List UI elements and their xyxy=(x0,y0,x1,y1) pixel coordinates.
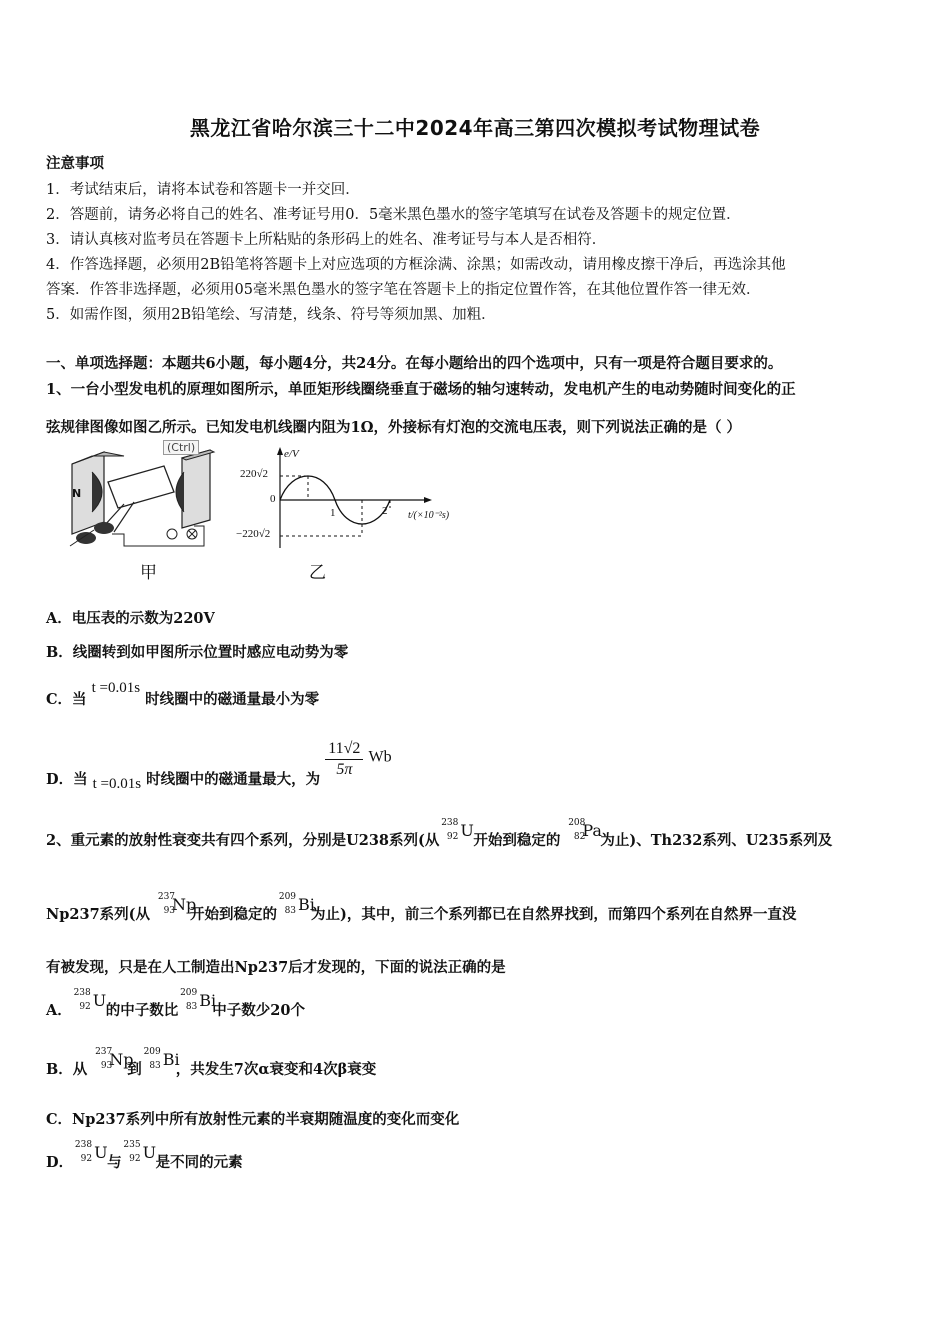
generator-diagram xyxy=(64,442,244,554)
q1-stem-line2: 弦规律图像如图乙所示。已知发电机线圈内阻为1Ω，外接标有灯泡的交流电压表，则下列说法正确的是（ ） xyxy=(46,419,742,436)
nuclide-u238: 238 92 U xyxy=(74,1140,108,1164)
note-item: 答案．作答非选择题，必须用05毫米黑色墨水的签字笔在答题卡上的指定位置作答，在其他位置作答一律无效． xyxy=(46,282,761,298)
magnet-n-label: N xyxy=(72,487,82,500)
q1-option-d-prefix: D．当 xyxy=(46,770,88,788)
option-text: 与 xyxy=(107,1154,122,1171)
nuclide-bi209: 209 83 Bi xyxy=(180,988,217,1012)
q2-option-d xyxy=(46,1140,243,1170)
figure-yi-label: 乙 xyxy=(309,563,326,583)
note-item: 1．考试结束后，请将本试卷和答题卡一并交回． xyxy=(46,182,360,198)
graph-xlabel: t/(×10⁻²s) xyxy=(408,510,450,521)
graph-xtick-2: 2 xyxy=(382,505,388,517)
graph-yzero: 0 xyxy=(270,493,276,505)
fraction-denominator: 5π xyxy=(336,761,353,778)
graph-ylabel: e/V xyxy=(284,448,299,460)
q2-option-c: C．Np237系列中所有放射性元素的半衰期随温度的变化而变化 xyxy=(46,1111,460,1128)
nuclide-u238: 238 92 U xyxy=(73,988,107,1012)
q2-stem-text: 为止)，其中，前三个系列都已在自然界找到，而第四个系列在自然界一直没 xyxy=(311,906,797,923)
q1-option-d-text: 时线圈中的磁通量最大，为 xyxy=(146,770,321,788)
nuclide-pa208: 208 82 Pa xyxy=(568,818,602,842)
q1-stem-line1: 1、一台小型发电机的原理如图所示，单匝矩形线圈绕垂直于磁场的轴匀速转动，发电机产生的电动势随时间变化的正 xyxy=(46,381,796,398)
paste-ctrl-tag: (Ctrl) xyxy=(163,440,199,455)
figure-jia-label: 甲 xyxy=(140,563,157,583)
q1-option-a: A．电压表的示数为220V xyxy=(46,610,215,627)
page-title: 黑龙江省哈尔滨三十二中2024年高三第四次模拟考试物理试卷 xyxy=(189,116,761,140)
q2-option-a xyxy=(46,988,305,1018)
option-text: 中子数少20个 xyxy=(212,1002,305,1019)
option-label: D． xyxy=(46,1154,74,1171)
graph-ytop: 220√2 xyxy=(240,468,269,480)
q2-stem-line1 xyxy=(46,818,832,848)
q1-option-d-unit: Wb xyxy=(368,748,392,766)
option-text: 的中子数比 xyxy=(105,1002,179,1019)
graph-ybottom: −220√2 xyxy=(236,528,271,540)
note-item: 5．如需作图，须用2B铅笔绘、写清楚，线条、符号等须加黑、加粗． xyxy=(46,307,496,323)
q1-option-c xyxy=(46,680,320,709)
q1-option-c-math: t =0.01s xyxy=(91,680,141,696)
option-text: 到 xyxy=(127,1061,142,1078)
graph-xtick-1: 1 xyxy=(330,507,336,519)
q1-option-d xyxy=(46,738,392,792)
q1-option-d-fraction xyxy=(325,740,363,779)
option-label: B．从 xyxy=(46,1061,88,1078)
option-text: 是不同的元素 xyxy=(155,1154,243,1171)
nuclide-u235: 235 92 U xyxy=(123,1140,157,1164)
q2-stem-line3: 有被发现，只是在人工制造出Np237后才发现的，下面的说法正确的是 xyxy=(46,959,506,976)
q1-option-c-prefix: C．当 xyxy=(46,691,87,708)
q2-stem-text: 开始到稳定的 xyxy=(473,832,561,849)
nuclide-bi209: 209 83 Bi xyxy=(143,1047,180,1071)
q1-option-c-text: 时线圈中的磁通量最小为零 xyxy=(145,691,320,708)
nuclide-bi209: 209 83 Bi xyxy=(278,892,315,916)
q1-option-d-math: t =0.01s xyxy=(92,775,142,792)
note-item: 2．答题前，请务必将自己的姓名、准考证号用0．5毫米黑色墨水的签字笔填写在试卷及答题卡的规定位置． xyxy=(46,207,741,223)
q1-option-b: B．线圈转到如甲图所示位置时感应电动势为零 xyxy=(46,644,349,661)
section-heading: 一、单项选择题：本题共6小题，每小题4分，共24分。在每小题给出的四个选项中，只有一项是符合题目要求的。 xyxy=(46,355,783,372)
q2-stem-text: 为止)、Th232系列、U235系列及 xyxy=(600,832,833,849)
nuclide-np237: 237 93 Np xyxy=(157,892,197,916)
note-item: 3．请认真核对监考员在答题卡上所粘贴的条形码上的姓名、准考证号与本人是否相符． xyxy=(46,232,607,248)
q2-stem-text: 开始到稳定的 xyxy=(190,906,278,923)
q2-stem-text: Np237系列(从 xyxy=(46,906,151,923)
nuclide-np237: 237 93 Np xyxy=(95,1047,134,1071)
notes-heading: 注意事项 xyxy=(46,155,104,172)
nuclide-u238: 238 92 U xyxy=(441,818,474,842)
q2-option-b xyxy=(46,1047,376,1077)
fraction-numerator: 11√2 xyxy=(325,740,363,760)
option-text: ，共发生7次α衰变和4次β衰变 xyxy=(175,1061,377,1078)
option-label: A． xyxy=(46,1002,72,1019)
q2-stem-text: 2、重元素的放射性衰变共有四个系列，分别是U238系列(从 xyxy=(46,832,440,849)
note-item: 4．作答选择题，必须用2B铅笔将答题卡上对应选项的方框涂满、涂黑；如需改动，请用橡皮擦干净后，再选涂其他 xyxy=(46,257,786,273)
q2-stem-line2 xyxy=(46,892,796,922)
